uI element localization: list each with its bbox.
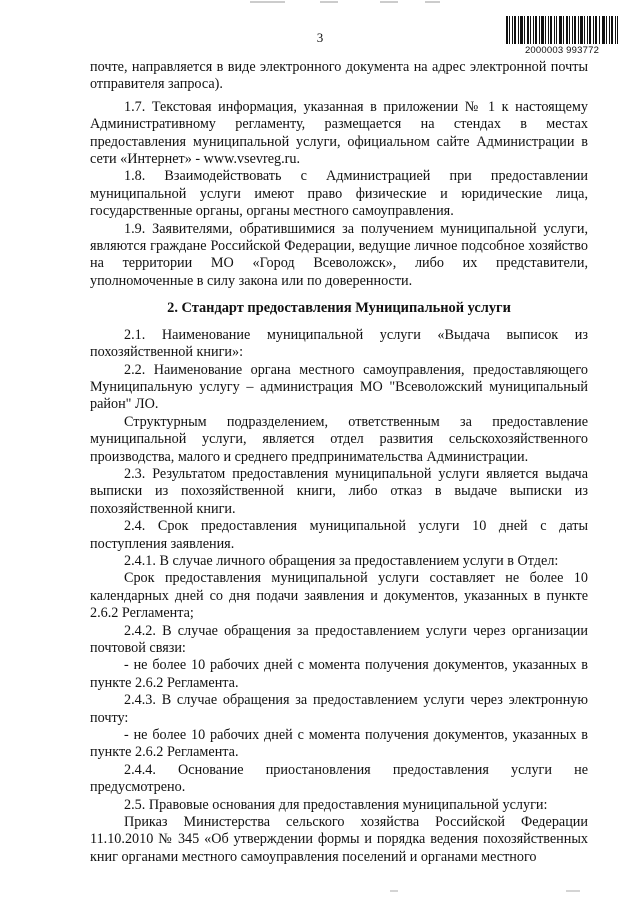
page-number: 3 [316,30,324,45]
paragraph-structural-unit: Структурным подразделением, ответственным за предоставление муниципальной услуги, является отдел развития сельскохозяйственного производства, малого и среднего предпринимательства Администрации. [90,413,588,465]
document-body [90,59,588,866]
paragraph-1-8: 1.8. Взаимодействовать с Администрацией при предоставлении муниципальной услуги имеют право физические и юридические лица, государственные органы, органы местного самоуправления. [90,168,588,220]
paragraph-email-term: - не более 10 рабочих дней с момента получения документов, указанных в пункте 2.6.2 Регламента. [90,727,588,761]
bottom-edge-marks [380,888,590,894]
paragraph-2-4-3: 2.4.3. В случае обращения за предоставлением услуги через электронную почту: [90,692,588,726]
barcode [506,16,618,56]
top-edge-marks [230,0,450,6]
barcode-graphic [506,16,618,44]
paragraph-2-4-1: 2.4.1. В случае личного обращения за предоставлением услуги в Отдел: [124,552,559,569]
paragraph-2-3: 2.3. Результатом предоставления муниципальной услуги является выдача выписки из похозяйственной книги, либо отказ в выдаче выписки из похозяйственной книги. [90,465,588,517]
paragraph-2-5: 2.5. Правовые основания для предоставления муниципальной услуги: [124,796,548,813]
paragraph-2-4-4: 2.4.4. Основание приостановления предоставления услуги не предусмотрено. [90,761,588,796]
paragraph-continuation: почте, направляется в виде электронного документа на адрес электронной почты отправителя запроса). [90,59,588,93]
paragraph-order: Приказ Министерства сельского хозяйства Российской Федерации 11.10.2010 № 345 «Об утверждении формы и порядка ведения похозяйственных книг органами местного самоуправления поселений и органами местного [90,814,588,865]
paragraph-2-1: 2.1. Наименование муниципальной услуги «Выдача выписок из похозяйственной книги»: [90,326,588,361]
paragraph-2-4: 2.4. Срок предоставления муниципальной услуги 10 дней с даты поступления заявления. [90,518,588,552]
barcode-number: 2000003 993772 [524,45,600,56]
paragraph-1-9: 1.9. Заявителями, обратившимися за получением муниципальной услуги, являются граждане Российской Федерации, ведущие личное подсобное хозяйство на территории МО «Город Всеволожск», либо их представители, уполномоченные в силу закона или по доверенности. [90,220,588,289]
paragraph-2-2: 2.2. Наименование органа местного самоуправления, предоставляющего Муниципальную услугу – администрация МО "Всеволожский муниципальный район" ЛО. [90,361,588,413]
paragraph-1-7: 1.7. Текстовая информация, указанная в приложении № 1 к настоящему Административному регламенту, размещается на стендах в местах предоставления муниципальной услуги, официальном сайте Администрации в сети «Интернет» - www.vsevreg.ru. [90,98,588,168]
paragraph-term: Срок предоставления муниципальной услуги составляет не более 10 календарных дней со дня подачи заявления и документов, указанных в пункте 2.6.2 Регламента; [90,570,588,622]
paragraph-2-4-2: 2.4.2. В случае обращения за предоставлением услуги через организации почтовой связи: [90,622,588,656]
paragraph-postal-term: - не более 10 рабочих дней с момента получения документов, указанных в пункте 2.6.2 Регламента. [90,657,588,691]
section-2-heading: 2. Стандарт предоставления Муниципальной услуги [167,300,511,317]
